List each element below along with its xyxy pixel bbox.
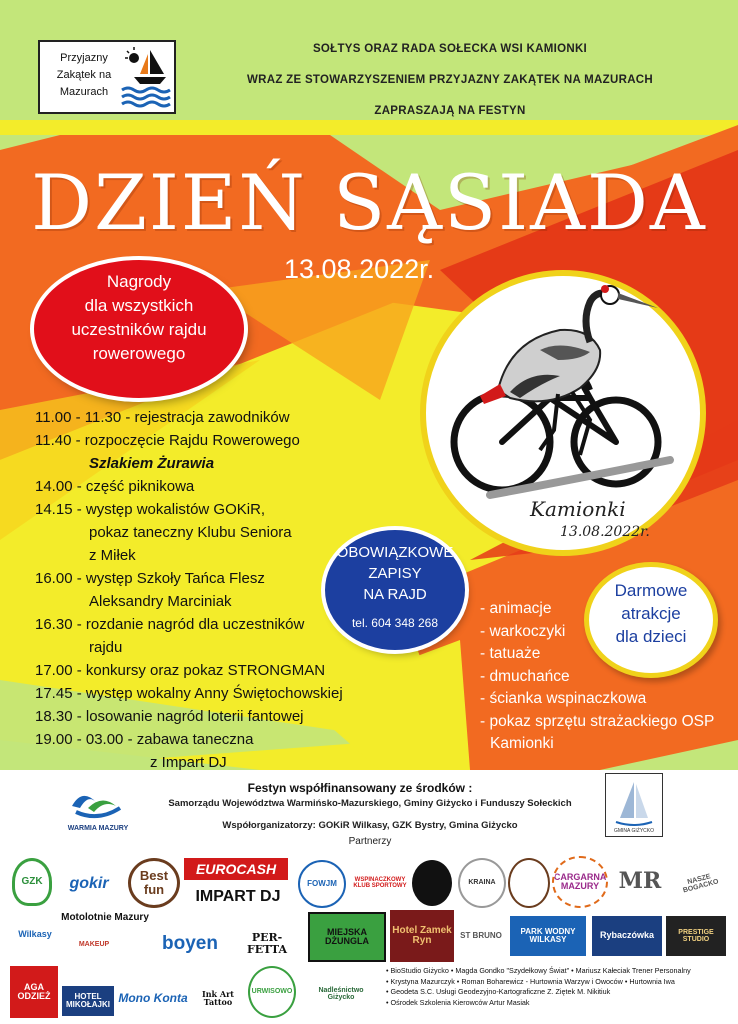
free-line: Darmowe — [614, 581, 688, 600]
sponsor-logo-miejska-dzungla: MIEJSKA DŻUNGLA — [308, 912, 386, 962]
warmia-label: WARMIA MAZURY — [67, 825, 129, 832]
sponsor-list-line: • Krystyna Mazurczyk • Roman Boharewicz - Hurtownia Warzyw i Owoców • Hurtownia Iwa — [386, 976, 675, 986]
sponsor-logo-perfetta: PER-FETTA — [246, 931, 288, 956]
signup-phone: tel. 604 348 268 — [351, 616, 439, 630]
sponsor-logo-badge — [412, 860, 452, 906]
sponsor-logo-makeup: MAKEUP — [78, 941, 110, 949]
schedule-item-text: Szlakiem Żurawia — [89, 455, 215, 472]
event-title: DZIEŃ SĄSIADA — [31, 158, 707, 247]
prize-badge — [34, 260, 244, 398]
schedule-item-text: 11.00 - 11.30 - rejestracja zawodników — [35, 409, 290, 426]
schedule-item — [35, 521, 405, 544]
signup-line: OBOWIĄZKOWE — [336, 544, 454, 561]
signup-badge — [325, 530, 465, 650]
prize-line: rowerowego — [92, 344, 186, 363]
partners-label: Partnerzy — [348, 836, 392, 847]
funding-title: Festyn współfinansowany ze środków : — [247, 781, 473, 795]
schedule-item-text: Aleksandry Marciniak — [89, 593, 232, 610]
prize-badge-text — [34, 270, 244, 366]
attraction-item: - animacje — [480, 600, 552, 617]
schedule-item — [35, 636, 405, 659]
sponsor-logo-wilkasy: Wilkasy — [18, 929, 52, 940]
schedule-item-text: 17.45 - występ wokalny Anny Świętochowskiej — [35, 685, 343, 702]
logo-line: Zakątek na — [56, 69, 112, 81]
sponsor-list-line: • Ośrodek Szkolenia Kierowców Artur Masiak — [386, 997, 530, 1007]
sponsor-list-line: • Geodeta S.C. Usługi Geodezyjno-Kartograficzne Z. Ziętek M. Nikitiuk — [386, 987, 611, 996]
schedule-item — [35, 705, 405, 728]
sponsor-logo-gzk: GZK — [12, 858, 52, 906]
schedule-item-text: pokaz taneczny Klubu Seniora — [89, 524, 292, 541]
sponsor-logo-bogacko: NASZE BOGACKO — [682, 872, 720, 895]
sponsor-logo-park-wodny: PARK WODNY WILKASY — [510, 916, 586, 956]
signup-line: ZAPISY — [368, 565, 422, 582]
schedule-item-text: 11.40 - rozpoczęcie Rajdu Rowerowego — [35, 432, 300, 449]
sponsor-logo-zamek-ryn: Hotel Zamek Ryn — [390, 910, 454, 962]
attraction-item: - dmuchańce — [480, 667, 570, 685]
schedule-item — [35, 429, 405, 452]
attraction-item: - warkoczyki — [480, 622, 566, 640]
sponsor-logo-motolotnie: Motolotnie Mazury — [61, 911, 149, 923]
crane-date: 13.08.2022r. — [560, 524, 650, 540]
sponsor-text-list — [386, 966, 731, 1008]
logo-line: Mazurach — [59, 86, 109, 98]
sponsor-logo-monokonta: Mono Konta — [118, 990, 188, 1005]
sponsor-logo-monarouge: MR — [618, 868, 662, 895]
schedule-item-text: 18.30 - losowanie nagród loterii fantowej — [35, 708, 304, 725]
sailboat-icon — [120, 46, 172, 108]
schedule-item — [35, 452, 405, 475]
header-line-2: WRAZ ZE STOWARZYSZENIEM PRZYJAZNY ZAKĄTEK NA MAZURACH — [246, 74, 654, 86]
schedule-item-text: rajdu — [89, 639, 123, 656]
sponsor-logo-eurocash: EUROCASH — [184, 858, 288, 880]
crane-caption: Kamionki — [530, 497, 626, 521]
kids-attractions-list — [480, 598, 720, 756]
sponsor-logo-cargarna: CARGARNA MAZURY — [552, 856, 608, 908]
sponsor-logo-nadlesnictwo: Nadleśnictwo Giżycko — [318, 986, 364, 1001]
header-line-1: SOŁTYS ORAZ RADA SOŁECKA WSI KAMIONKI — [312, 43, 588, 55]
free-line: atrakcje — [621, 604, 681, 623]
event-date: 13.08.2022r. — [284, 254, 435, 284]
sponsor-logo-impart: IMPART DJ — [195, 887, 281, 905]
schedule-item — [35, 682, 405, 705]
prize-line: Nagrody — [106, 272, 172, 291]
schedule-item-text: 14.00 - część piknikowa — [35, 478, 195, 495]
sponsor-logo-urwisowo: URWISOWO — [248, 966, 296, 1018]
schedule-item — [35, 498, 405, 521]
schedule-item — [35, 728, 405, 751]
schedule-item — [35, 751, 405, 774]
sponsor-logo-rybaczowka: Rybaczówka — [592, 916, 662, 956]
free-line: dla dzieci — [615, 627, 687, 646]
schedule-item-text: 16.30 - rozdanie nagród dla uczestników — [35, 616, 305, 633]
coorganizers-text: Współorganizatorzy: GOKiR Wilkasy, GZK Bystry, Gmina Giżycko — [222, 820, 518, 831]
gizycko-label: GMINA GIŻYCKO — [613, 828, 655, 834]
funding-text: Samorządu Województwa Warmińsko-Mazurskiego, Gminy Giżycko i Funduszy Sołeckich — [168, 798, 572, 809]
schedule-item — [35, 475, 405, 498]
attraction-item: - tatuaże — [480, 645, 541, 662]
schedule-item-text: z Miłek — [89, 547, 136, 564]
sponsor-list-line: • BioStudio Giżycko • Magda Gondko "Szydełkowy Świat" • Mariusz Kałeciak Trener Personalny — [386, 966, 691, 975]
schedule-item — [35, 659, 405, 682]
logo-line: Przyjazny — [60, 52, 108, 64]
sponsor-logo-stbruno: ST BRUNO — [460, 930, 502, 940]
gizycko-logo — [605, 773, 663, 837]
schedule-item-text: z Impart DJ — [150, 754, 227, 771]
schedule-item-text: 16.00 - występ Szkoły Tańca Flesz — [35, 570, 265, 587]
sponsor-logo-bestfun: Best fun — [128, 858, 180, 908]
signup-line: NA RAJD — [363, 586, 427, 603]
header-line-3: ZAPRASZAJĄ NA FESTYN — [374, 105, 526, 117]
prize-line: uczestników rajdu — [71, 320, 207, 339]
sponsor-logo-gokir: gokir — [69, 874, 109, 892]
sponsor-logo-hotel-mikolajki: HOTEL MIKOŁAJKI — [62, 986, 114, 1016]
sponsor-logo-kraina: KRAINA — [458, 858, 506, 908]
sponsor-logo-bird — [508, 858, 550, 908]
sponsor-logo-fowjm: FOWJM — [298, 860, 346, 908]
attraction-item: - pokaz sprzętu strażackiego OSP Kamionki — [480, 712, 715, 752]
organizer-logo — [38, 40, 176, 114]
schedule-item-text: 17.00 - konkursy oraz pokaz STRONGMAN — [35, 662, 326, 679]
crane-bicycle-icon — [440, 280, 690, 540]
prize-line: dla wszystkich — [84, 296, 194, 315]
sponsor-logo-tattoo: Ink Art Tattoo — [201, 988, 234, 1007]
schedule-item — [35, 406, 405, 429]
attraction-item: - ścianka wspinaczkowa — [480, 690, 647, 707]
sponsor-logo-aga: AGA ODZIEŻ — [10, 966, 58, 1018]
sponsor-logo-prestige: PRESTIGE STUDIO — [666, 916, 726, 956]
sponsor-logo-wspinaczkowy: WSPINACZKOWY KLUB SPORTOWY — [353, 876, 407, 889]
organizer-logo-text — [44, 50, 124, 101]
sponsor-logo-boyen: boyen — [162, 933, 218, 955]
schedule-item-text: 14.15 - występ wokalistów GOKiR, — [35, 501, 266, 518]
schedule-item-text: 19.00 - 03.00 - zabawa taneczna — [35, 731, 254, 748]
